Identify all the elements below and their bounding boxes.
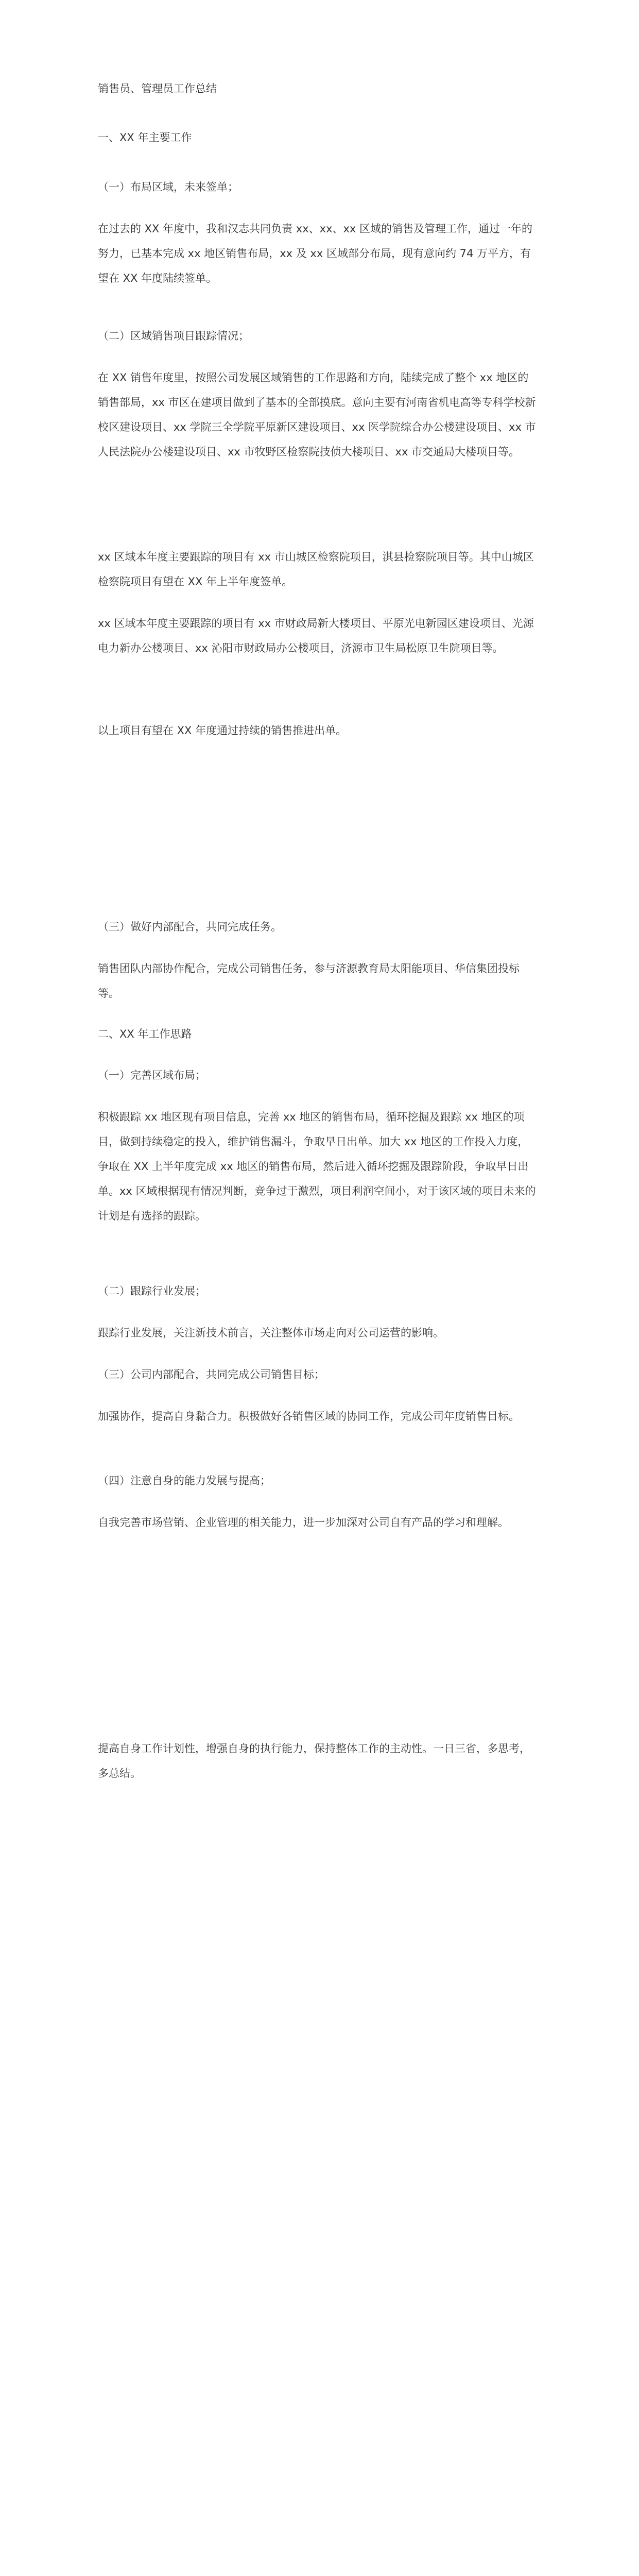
section-2-sub-1-paragraph: 积极跟踪 xx 地区现有项目信息，完善 xx 地区的销售布局，循环挖掘及跟踪 xx 地区的项目，做到持续稳定的投入，维护销售漏斗，争取早日出单。加大 xx 地区的工作投入力度，争取在 XX 上半年度完成 xx 地区的销售布局，然后进入循环挖掘及跟踪阶段，争取早日出单。xx 区域根据现有情况判断，竞争过于激烈，项目利润空间小，对于该区域的项目未来的计划是有选择的跟踪。 bbox=[98, 1111, 536, 1222]
section-1-sub-1-heading: （一）布局区域，未来签单； bbox=[98, 181, 238, 193]
document-title: 销售员、管理员工作总结 bbox=[98, 82, 217, 95]
section-2-sub-2-paragraph: 跟踪行业发展，关注新技术前言，关注整体市场走向对公司运营的影响。 bbox=[98, 1327, 444, 1339]
section-2-sub-4-paragraph-1: 自我完善市场营销、企业管理的相关能力，进一步加深对公司自有产品的学习和理解。 bbox=[98, 1516, 509, 1529]
section-1-sub-2-paragraph-1: 在 XX 销售年度里，按照公司发展区域销售的工作思路和方向，陆续完成了整个 xx 地区的销售部局，xx 市区在建项目做到了基本的全部摸底。意向主要有河南省机电高等专科学校新校区建设项目、xx 学院三全学院平原新区建设项目、xx 医学院综合办公楼建设项目、xx 市人民法院办公楼建设项目、xx 市牧野区检察院技侦大楼项目、xx 市交通局大楼项目等。 bbox=[98, 371, 536, 458]
section-1-sub-2-heading: （二）区域销售项目跟踪情况； bbox=[98, 330, 249, 342]
section-2-sub-2-heading: （二）跟踪行业发展； bbox=[98, 1285, 206, 1297]
section-1-sub-2-paragraph-4: 以上项目有望在 XX 年度通过持续的销售推进出单。 bbox=[98, 724, 347, 737]
section-1-sub-1-paragraph: 在过去的 XX 年度中，我和汉志共同负责 xx、xx、xx 区域的销售及管理工作，通过一年的努力，已基本完成 xx 地区销售布局，xx 及 xx 区域部分布局，现有意向约 74 万平方，有望在 XX 年度陆续签单。 bbox=[98, 223, 533, 284]
section-1-sub-2-paragraph-3: xx 区域本年度主要跟踪的项目有 xx 市财政局新大楼项目、平原光电新园区建设项目、光源电力新办公楼项目、xx 沁阳市财政局办公楼项目，济源市卫生局松原卫生院项目等。 bbox=[98, 617, 534, 654]
section-1-heading: 一、XX 年主要工作 bbox=[98, 131, 192, 144]
section-1-sub-3-heading: （三）做好内部配合，共同完成任务。 bbox=[98, 921, 282, 933]
section-2-sub-3-paragraph: 加强协作，提高自身黏合力。积极做好各销售区域的协同工作，完成公司年度销售目标。 bbox=[98, 1410, 520, 1422]
section-2-sub-4-paragraph-2: 提高自身工作计划性，增强自身的执行能力，保持整体工作的主动性。一日三省，多思考，多总结。 bbox=[98, 1742, 530, 1780]
section-2-sub-4-heading: （四）注意自身的能力发展与提高； bbox=[98, 1475, 271, 1487]
section-2-sub-1-heading: （一）完善区域布局； bbox=[98, 1069, 206, 1081]
section-1-sub-3-paragraph: 销售团队内部协作配合，完成公司销售任务，参与济源教育局太阳能项目、华信集团投标等。 bbox=[98, 962, 520, 999]
section-2-heading: 二、XX 年工作思路 bbox=[98, 1028, 192, 1040]
section-2-sub-3-heading: （三）公司内部配合，共同完成公司销售目标； bbox=[98, 1368, 325, 1381]
section-1-sub-2-paragraph-2: xx 区域本年度主要跟踪的项目有 xx 市山城区检察院项目，淇县检察院项目等。其中山城区检察院项目有望在 XX 年上半年度签单。 bbox=[98, 551, 534, 588]
